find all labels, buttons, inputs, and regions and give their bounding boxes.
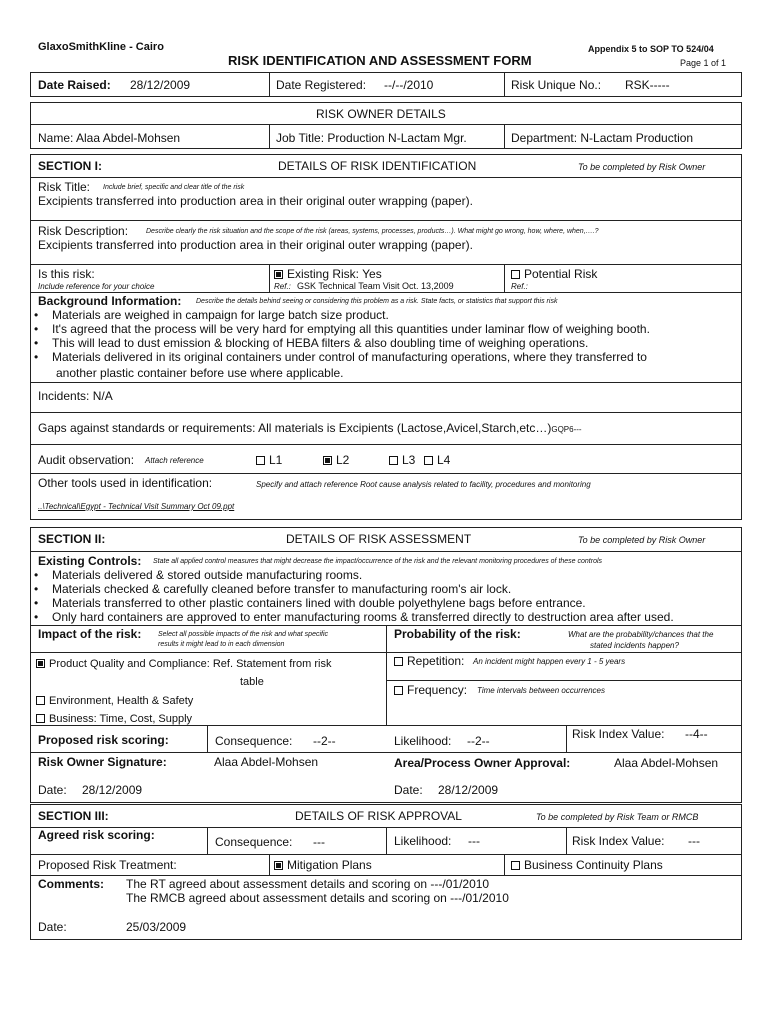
agreed-consequence-label: Consequence: (215, 835, 293, 849)
incidents: Incidents: N/A (38, 389, 113, 403)
background-item-continuation: another plastic container before use where applicable. (56, 366, 344, 380)
agreed-risk-index-value: --- (688, 834, 700, 848)
impact-hint-1: Select all possible impacts of the risk and what specific (158, 631, 329, 638)
l1-checkbox[interactable] (256, 456, 265, 465)
control-item: • Materials delivered & stored outside manufacturing rooms. (30, 568, 674, 582)
control-item: • Only hard containers are approved to enter manufacturing rooms & transferred directly to destruction area after used. (30, 610, 674, 624)
frequency-hint: Time intervals between occurrences (477, 686, 605, 695)
risk-index-label: Risk Index Value: (572, 727, 665, 741)
include-reference-hint: Include reference for your choice (38, 282, 155, 291)
likelihood-value: --2-- (467, 734, 490, 748)
owner-signature: Alaa Abdel-Mohsen (214, 755, 319, 769)
potential-risk-ref-label: Ref.: (511, 282, 528, 291)
l4-label: L4 (437, 453, 451, 467)
section-1-title: DETAILS OF RISK IDENTIFICATION (278, 159, 477, 173)
section-2-title: DETAILS OF RISK ASSESSMENT (286, 532, 472, 546)
risk-description-text: Excipients transferred into production area in their original outer wrapping (paper). (38, 238, 473, 252)
frequency-checkbox[interactable] (394, 686, 403, 695)
comment-rmcb: The RMCB agreed about assessment details and scoring on ---/01/2010 (126, 891, 509, 905)
risk-description-label: Risk Description: (38, 224, 129, 238)
frequency-label: Frequency: (407, 683, 468, 697)
consequence-label: Consequence: (215, 734, 293, 748)
gaps-against-standards (38, 421, 582, 437)
owner-heading: RISK OWNER DETAILS (316, 107, 446, 121)
existing-controls-hint: State all applied control measures that might decrease the impact/occurrence of the risk and the relevant monitoring procedures of these controls (153, 558, 603, 565)
existing-risk-option[interactable] (274, 267, 382, 281)
area-date-label: Date: (394, 783, 423, 797)
mitigation-label: Mitigation Plans (287, 858, 372, 872)
date-raised-label: Date Raised: (38, 78, 111, 92)
impact-hint-2: results it might lead to in each dimension (158, 641, 285, 648)
audit-level-l3[interactable] (389, 453, 415, 467)
consequence-value: --2-- (313, 734, 336, 748)
potential-risk-checkbox[interactable] (511, 270, 520, 279)
owner-signature-label: Risk Owner Signature: (38, 755, 167, 769)
repetition-checkbox[interactable] (394, 657, 403, 666)
risk-no-label: Risk Unique No.: (511, 78, 602, 92)
l4-checkbox[interactable] (424, 456, 433, 465)
repetition-label: Repetition: (407, 654, 465, 668)
area-date: 28/12/2009 (438, 783, 499, 797)
agreed-consequence-value: --- (313, 835, 325, 849)
form-title: RISK IDENTIFICATION AND ASSESSMENT FORM (228, 53, 532, 68)
impact-ehs[interactable] (36, 694, 193, 708)
date-registered-label: Date Registered: (276, 78, 367, 92)
existing-risk-checkbox[interactable] (274, 270, 283, 279)
agreed-likelihood-value: --- (468, 834, 480, 848)
risk-title-text: Excipients transferred into production area in their original outer wrapping (paper). (38, 194, 473, 208)
probability-hint-1: What are the probability/chances that the (568, 630, 714, 639)
business-label: Business: Time, Cost, Supply (49, 713, 193, 725)
gaps-text: Gaps against standards or requirements: All materials is Excipients (Lactose,Avicel,Starch,etc…) (38, 421, 552, 435)
background-item: • Materials are weighed in campaign for large batch size product. (30, 308, 650, 322)
gaps-suffix: GQP6--- (551, 425, 582, 434)
likelihood-label: Likelihood: (394, 734, 452, 748)
company-name: GlaxoSmithKline - Cairo (38, 41, 164, 53)
is-this-risk-label: Is this risk: (38, 267, 95, 281)
product-quality-label: Product Quality and Compliance: Ref. Statement from risk (49, 658, 332, 670)
audit-level-l2[interactable] (323, 453, 349, 467)
area-approval-label: Area/Process Owner Approval: (394, 756, 571, 770)
treatment-bcp[interactable] (511, 858, 663, 872)
bcp-label: Business Continuity Plans (524, 858, 663, 872)
existing-risk-ref: GSK Technical Team Visit Oct. 13,2009 (297, 281, 454, 291)
section-2-label: SECTION II: (38, 532, 106, 546)
risk-title-label: Risk Title: (38, 180, 91, 194)
owner-name: Name: Alaa Abdel-Mohsen (38, 131, 181, 145)
risk-title-hint: Include brief, specific and clear title of the risk (103, 184, 245, 191)
comments-label: Comments: (38, 877, 105, 891)
owner-job-title: Job Title: Production N-Lactam Mgr. (276, 131, 467, 145)
bcp-checkbox[interactable] (511, 861, 520, 870)
background-item: • Materials delivered in its original containers under control of manufacturing operations, where they transferred to (30, 350, 650, 364)
l1-label: L1 (269, 453, 283, 467)
date-raised-value: 28/12/2009 (130, 78, 191, 92)
page-number: Page 1 of 1 (680, 58, 727, 68)
impact-product-quality[interactable] (36, 657, 331, 671)
approval-date-label: Date: (38, 920, 67, 934)
risk-index-value: --4-- (685, 727, 708, 741)
l3-checkbox[interactable] (389, 456, 398, 465)
probability-label: Probability of the risk: (394, 627, 521, 641)
owner-date: 28/12/2009 (82, 783, 143, 797)
potential-risk-option[interactable] (511, 267, 597, 281)
risk-no-value: RSK----- (625, 78, 670, 92)
comment-rt: The RT agreed about assessment details and scoring on ---/01/2010 (126, 877, 490, 891)
ehs-label: Environment, Health & Safety (49, 695, 194, 707)
existing-risk-ref-label: Ref.: (274, 282, 291, 291)
existing-controls-label: Existing Controls: (38, 554, 142, 568)
existing-controls-list (30, 568, 674, 624)
area-approval-signature: Alaa Abdel-Mohsen (614, 756, 719, 770)
l2-checkbox[interactable] (323, 456, 332, 465)
l2-label: L2 (336, 453, 350, 467)
impact-label: Impact of the risk: (38, 627, 142, 641)
ehs-checkbox[interactable] (36, 696, 45, 705)
treatment-label: Proposed Risk Treatment: (38, 858, 177, 872)
background-hint: Describe the details behind seeing or considering this problem as a risk. State facts, or statistics that support this risk (196, 298, 558, 305)
audit-level-l1[interactable] (256, 453, 282, 467)
other-tools-hint: Specify and attach reference Root cause analysis related to facility, procedures and monitoring (256, 480, 591, 489)
section-1-note: To be completed by Risk Owner (578, 162, 706, 172)
potential-risk-label: Potential Risk (524, 267, 598, 281)
section-1-label: SECTION I: (38, 159, 103, 173)
audit-observation-hint: Attach reference (145, 456, 204, 465)
other-tools-link[interactable]: ..\Technical\Egypt - Technical Visit Summary Oct 09.ppt (38, 502, 235, 511)
audit-observation-label: Audit observation: (38, 453, 135, 467)
owner-date-label: Date: (38, 783, 67, 797)
background-item: • This will lead to dust emission & blocking of HEBA filters & also doubling time of weighing operations. (30, 336, 650, 350)
agreed-likelihood-label: Likelihood: (394, 834, 452, 848)
product-quality-continuation: table (240, 676, 264, 688)
control-item: • Materials transferred to other plastic containers lined with double polyethylene bags before entrance. (30, 596, 674, 610)
audit-level-l4[interactable] (424, 453, 450, 467)
agreed-risk-index-label: Risk Index Value: (572, 834, 665, 848)
section-3-note: To be completed by Risk Team or RMCB (536, 812, 699, 822)
background-item: • It's agreed that the process will be very hard for emptying all this quantities under laminar flow of weighing booth. (30, 322, 650, 336)
product-quality-checkbox[interactable] (36, 659, 45, 668)
other-tools-label: Other tools used in identification: (38, 476, 213, 490)
section-3-label: SECTION III: (38, 809, 109, 823)
control-item: • Materials checked & carefully cleaned before transfer to manufacturing room's air lock. (30, 582, 674, 596)
proposed-scoring-label: Proposed risk scoring: (38, 733, 169, 747)
section-2-note: To be completed by Risk Owner (578, 535, 706, 545)
impact-business[interactable] (36, 712, 192, 726)
background-list (30, 308, 650, 364)
existing-risk-label: Existing Risk: Yes (287, 267, 382, 281)
treatment-mitigation[interactable] (274, 858, 372, 872)
appendix-ref: Appendix 5 to SOP TO 524/04 (588, 44, 714, 54)
date-registered-value: --/--/2010 (384, 78, 434, 92)
section-3-title: DETAILS OF RISK APPROVAL (295, 809, 462, 823)
mitigation-checkbox[interactable] (274, 861, 283, 870)
business-checkbox[interactable] (36, 714, 45, 723)
l3-label: L3 (402, 453, 416, 467)
agreed-scoring-label: Agreed risk scoring: (38, 828, 155, 842)
probability-repetition[interactable] (394, 654, 464, 668)
approval-date: 25/03/2009 (126, 920, 187, 934)
probability-hint-2: stated incidents happen? (590, 641, 679, 650)
owner-department: Department: N-Lactam Production (511, 131, 694, 145)
repetition-hint: An incident might happen every 1 - 5 years (473, 657, 626, 666)
probability-frequency[interactable] (394, 683, 467, 697)
risk-description-hint: Describe clearly the risk situation and the scope of the risk (areas, systems, processes, products…). What might go wrong, how, where, when,….? (146, 228, 599, 235)
background-label: Background Information: (38, 294, 182, 308)
